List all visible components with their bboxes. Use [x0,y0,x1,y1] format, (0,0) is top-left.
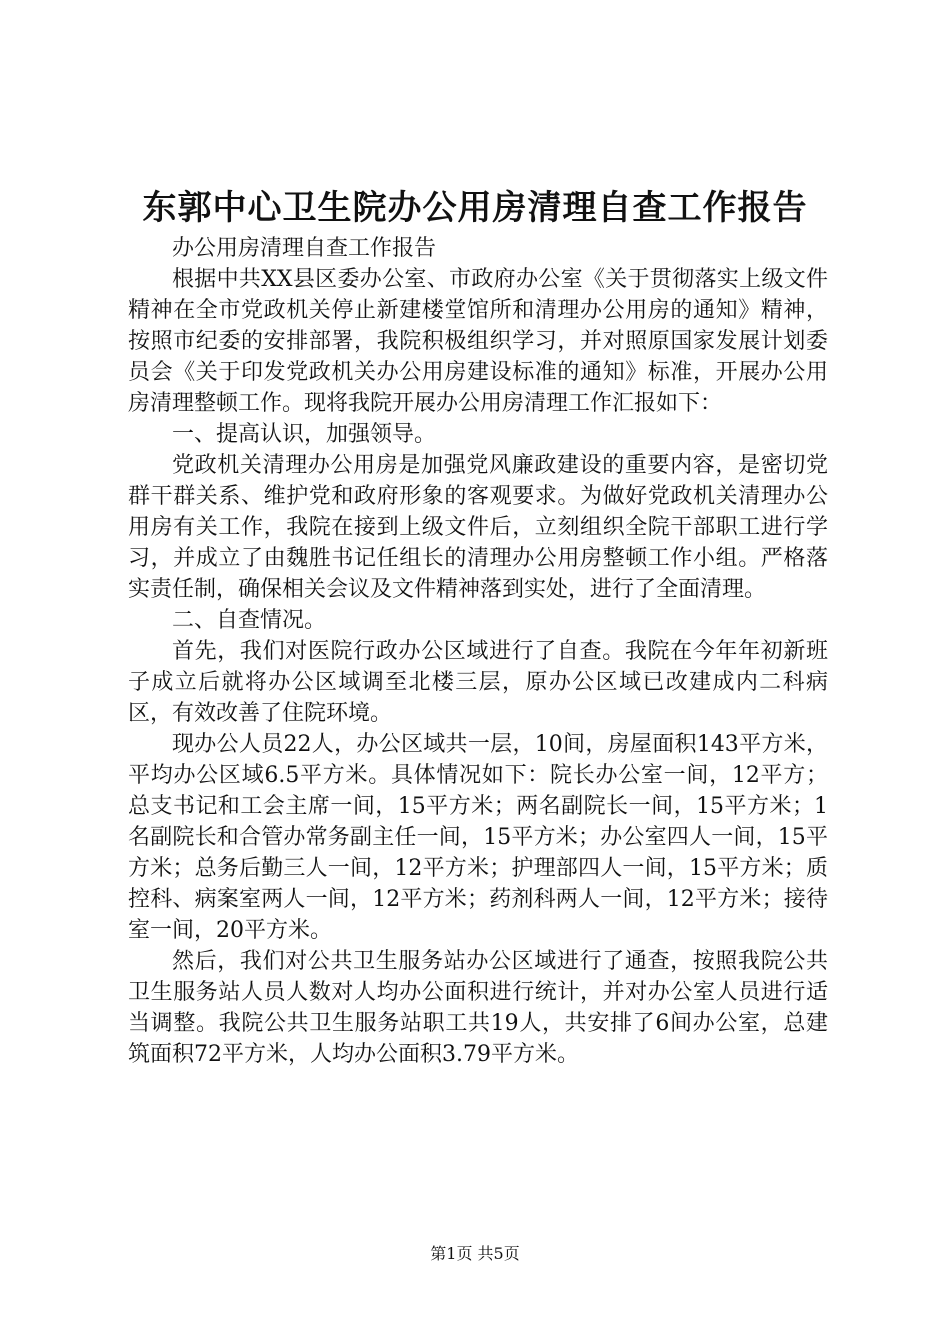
section-heading-2: 二、自查情况。 [172,608,327,633]
paragraph-self-check-admin: 首先，我们对医院行政办公区域进行了自查。我院在今年年初新班子成立后就将办公区域调至北楼三层，原办公区域已改建成内二科病区，有效改善了住院环境。 [128,639,828,726]
section-heading-1: 一、提高认识，加强领导。 [172,422,437,447]
paragraph-subtitle: 办公用房清理自查工作报告 [172,236,437,261]
document-title: 东郭中心卫生院办公用房清理自查工作报告 [142,188,808,228]
paragraph-public-health: 然后，我们对公共卫生服务站办公区域进行了通查，按照我院公共卫生服务站人员人数对人均办公面积进行统计，并对办公室人员进行适当调整。我院公共卫生服务站职工共19人，共安排了6间办公室，总建筑面积72平方米，人均办公面积3.79平方米。 [128,949,828,1067]
paragraph-intro: 根据中共XX县区委办公室、市政府办公室《关于贯彻落实上级文件精神在全市党政机关停止新建楼堂馆所和清理办公用房的通知》精神，按照市纪委的安排部署，我院积极组织学习，并对照原国家发展计划委员会《关于印发党政机关办公用房建设标准的通知》标准，开展办公用房清理整顿工作。现将我院开展办公用房清理工作汇报如下： [128,267,828,416]
page-number: 第1页 共5页 [430,1244,520,1263]
paragraph-section-1: 党政机关清理办公用房是加强党风廉政建设的重要内容，是密切党群干群关系、维护党和政府形象的客观要求。为做好党政机关清理办公用房有关工作，我院在接到上级文件后，立刻组织全院干部职工进行学习，并成立了由魏胜书记任组长的清理办公用房整顿工作小组。严格落实责任制，确保相关会议及文件精神落到实处，进行了全面清理。 [128,453,828,602]
paragraph-office-details: 现办公人员22人，办公区域共一层，10间，房屋面积143平方米，平均办公区域6.5平方米。具体情况如下：院长办公室一间，12平方；总支书记和工会主席一间，15平方米；两名副院长一间，15平方米；1名副院长和合管办常务副主任一间，15平方米；办公室四人一间，15平方米；总务后勤三人一间，12平方米；护理部四人一间，15平方米；质控科、病案室两人一间，12平方米；药剂科两人一间，12平方米；接待室一间，20平方米。 [128,732,828,943]
document-body [128,233,828,1070]
